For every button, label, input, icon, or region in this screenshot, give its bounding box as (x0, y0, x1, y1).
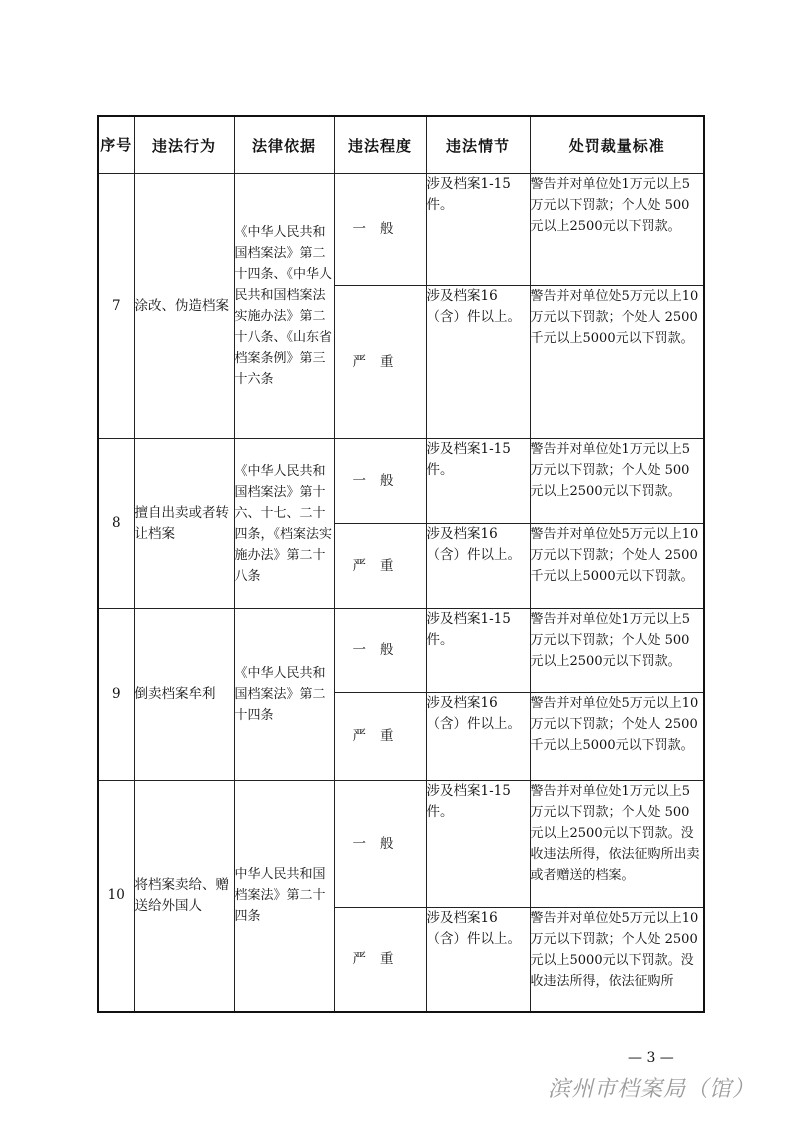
violation-act: 倒卖档案牟利 (134, 609, 234, 781)
standard-general: 警告并对单位处1万元以上5万元以下罚款；个人处 500 元以上2500元以下罚款。 (530, 439, 704, 524)
row-number: 8 (98, 439, 134, 609)
plot-general: 涉及档案1-15件。 (426, 174, 530, 286)
degree-general: 一般 (334, 609, 426, 693)
watermark-stamp: 滨州市档案局（馆） (548, 1077, 756, 1102)
header-seq: 序号 (98, 116, 134, 174)
degree-general: 一般 (334, 781, 426, 908)
plot-serious: 涉及档案16（含）件以上。 (426, 524, 530, 609)
degree-general: 一般 (334, 174, 426, 286)
violation-act: 擅自出卖或者转让档案 (134, 439, 234, 609)
plot-general: 涉及档案1-15件。 (426, 439, 530, 524)
plot-general: 涉及档案1-15件。 (426, 609, 530, 693)
plot-general: 涉及档案1-15件。 (426, 781, 530, 908)
standard-general: 警告并对单位处1万元以上5万元以下罚款；个人处 500 元以上2500元以下罚款。 (530, 609, 704, 693)
degree-serious: 严重 (334, 908, 426, 1012)
degree-serious: 严重 (334, 693, 426, 781)
table-row (98, 439, 704, 524)
standard-general: 警告并对单位处1万元以上5万元以下罚款；个人处 500 元以上2500元以下罚款。没收违法所得，依法征购所出卖或者赠送的档案。 (530, 781, 704, 908)
header-standard: 处罚裁量标准 (530, 116, 704, 174)
row-number: 10 (98, 781, 134, 1012)
legal-basis: 中华人民共和国档案法》第二十四条 (234, 781, 334, 1012)
standard-serious: 警告并对单位处5万元以上10万元以下罚款；个处人 2500 千元以上5000元以下罚款。 (530, 524, 704, 609)
standard-serious: 警告并对单位处5万元以上10万元以下罚款；个人处 2500 元以上5000元以下罚款。没收违法所得，依法征购所 (530, 908, 704, 1012)
header-degree: 违法程度 (334, 116, 426, 174)
penalty-table (97, 115, 705, 1013)
row-number: 9 (98, 609, 134, 781)
degree-serious: 严重 (334, 286, 426, 439)
standard-general: 警告并对单位处1万元以上5万元以下罚款；个人处 500 元以上2500元以下罚款。 (530, 174, 704, 286)
header-basis: 法律依据 (234, 116, 334, 174)
standard-serious: 警告并对单位处5万元以上10万元以下罚款；个处人 2500 千元以上5000元以下罚款。 (530, 286, 704, 439)
header-plot: 违法情节 (426, 116, 530, 174)
page-number: — 3 — (628, 1050, 674, 1066)
table-row (98, 174, 704, 286)
degree-general: 一般 (334, 439, 426, 524)
degree-serious: 严重 (334, 524, 426, 609)
plot-serious: 涉及档案16（含）件以上。 (426, 908, 530, 1012)
plot-serious: 涉及档案16（含）件以上。 (426, 286, 530, 439)
row-number: 7 (98, 174, 134, 439)
standard-serious: 警告并对单位处5万元以上10万元以下罚款；个处人 2500 千元以上5000元以下罚款。 (530, 693, 704, 781)
plot-serious: 涉及档案16（含）件以上。 (426, 693, 530, 781)
header-act: 违法行为 (134, 116, 234, 174)
violation-act: 将档案卖给、赠送给外国人 (134, 781, 234, 1012)
table-header-row (98, 116, 704, 174)
legal-basis: 《中华人民共和国档案法》第二十四条、《中华人民共和国档案法实施办法》第二十八条、《山东省档案条例》第三十六条 (234, 174, 334, 439)
legal-basis: 《中华人民共和国档案法》第十六、十七、二十四条，《档案法实施办法》第二十八条 (234, 439, 334, 609)
legal-basis: 《中华人民共和国档案法》第二十四条 (234, 609, 334, 781)
table-row (98, 609, 704, 693)
table-row (98, 781, 704, 908)
violation-act: 涂改、伪造档案 (134, 174, 234, 439)
